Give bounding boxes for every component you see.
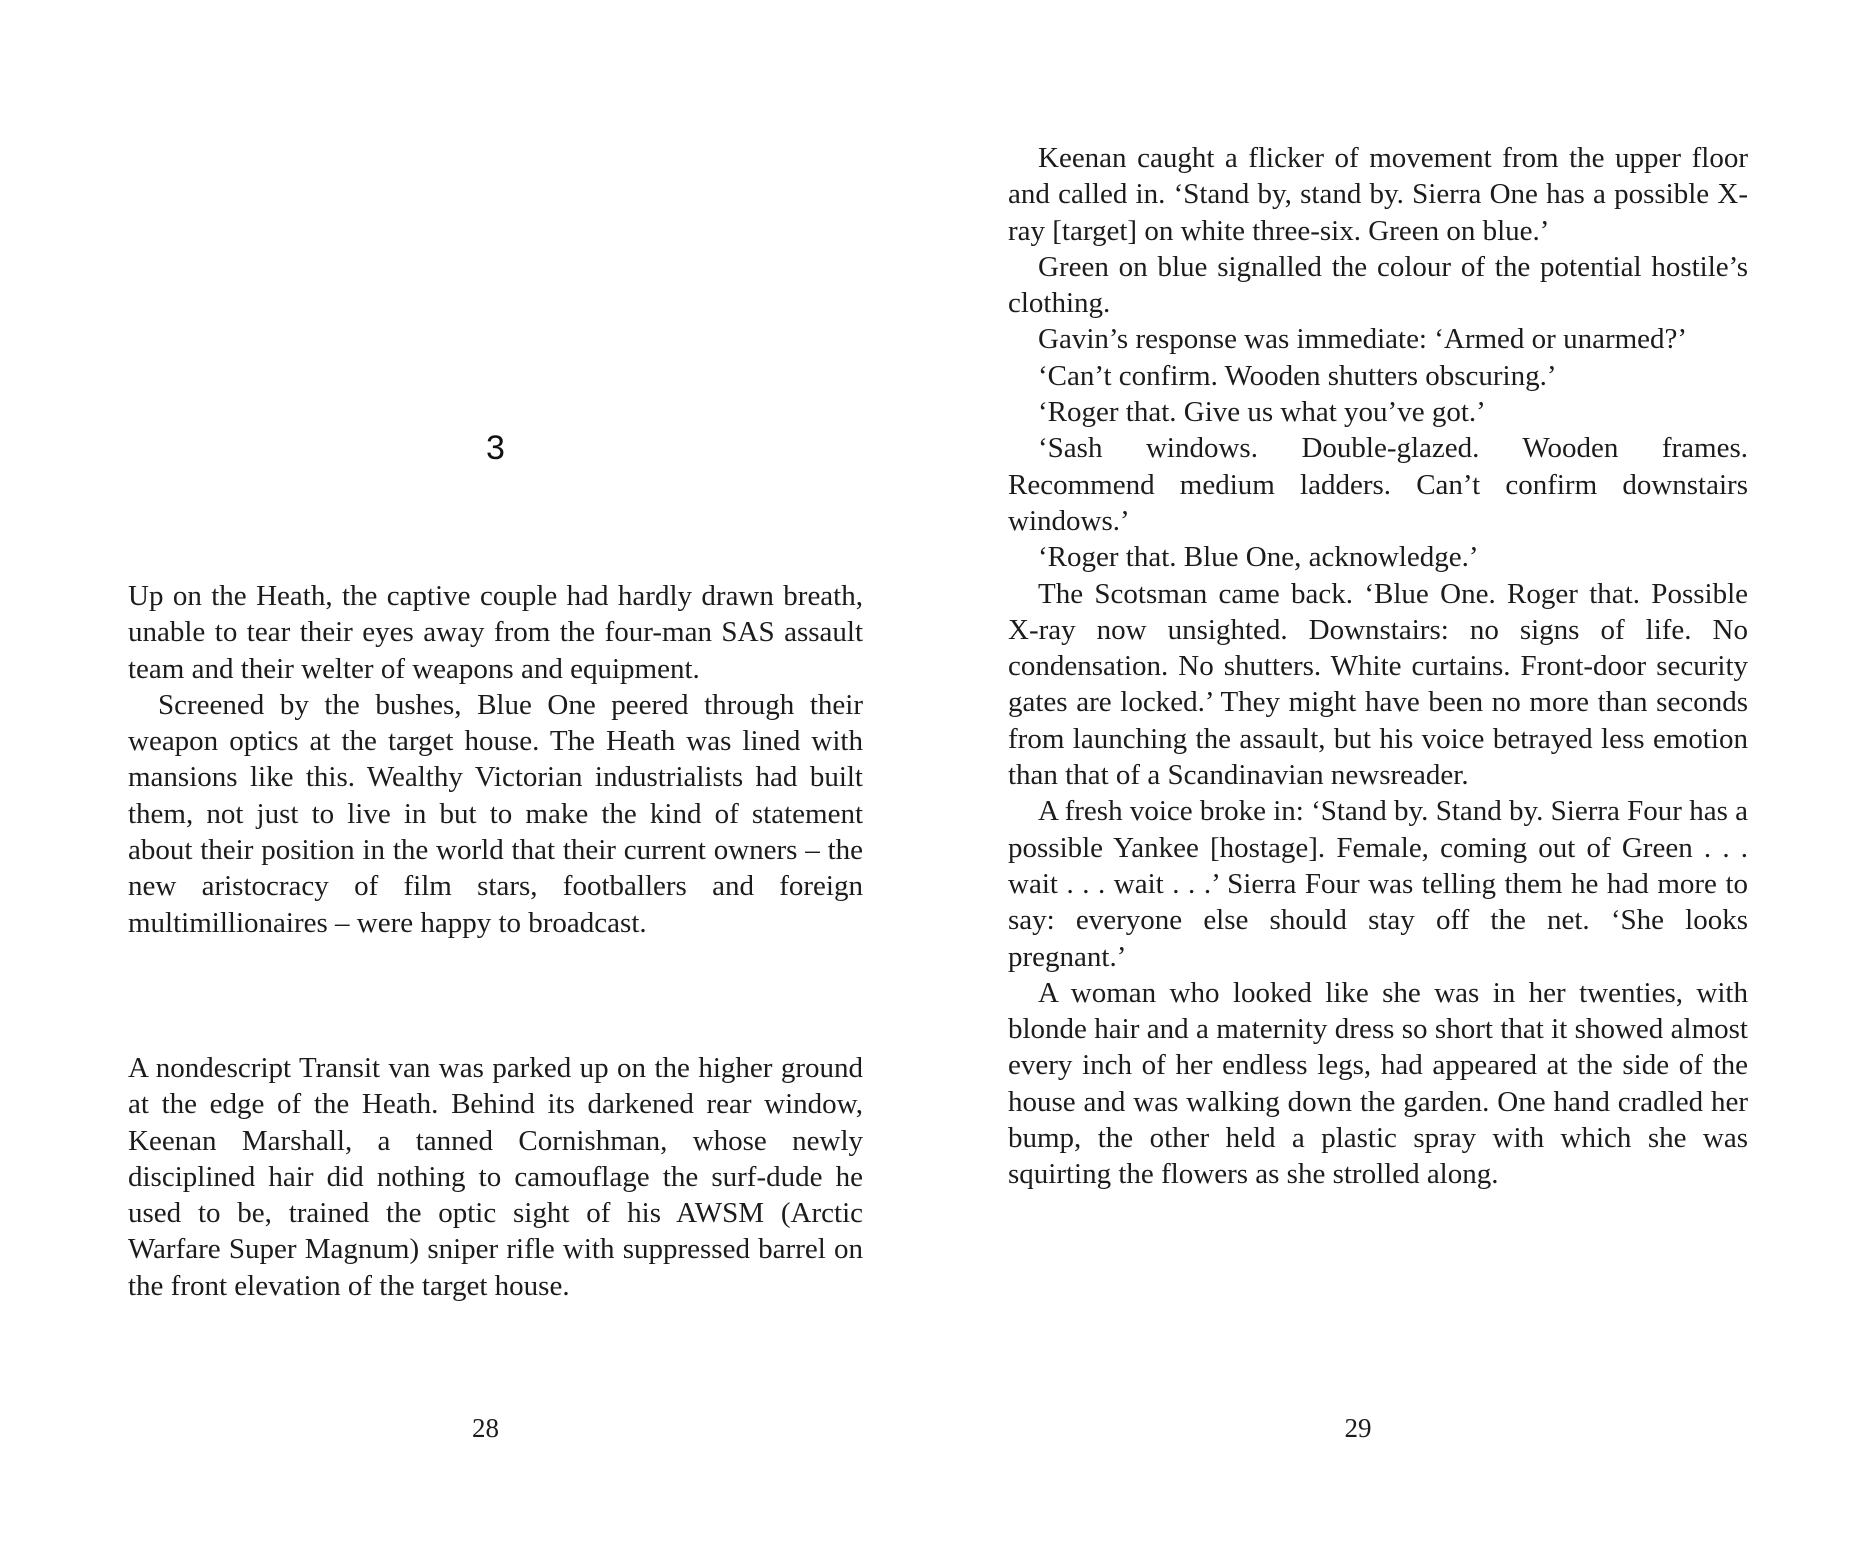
paragraph: Green on blue signalled the colour of the potential hostile’s clothing. (1008, 250, 1748, 320)
paragraph: Keenan caught a flicker of movement from the upper floor and called in. ‘Stand by, stand by. Sierra One has a possible X-ray [target] on white three-six. Green on blue.’ (1008, 142, 1748, 247)
paragraph: ‘Can’t confirm. Wooden shutters obscuring.’ (1038, 359, 1557, 392)
paragraph: ‘Roger that. Blue One, acknowledge.’ (1038, 541, 1479, 574)
chapter-number: 3 (486, 429, 505, 467)
paragraph: A nondescript Transit van was parked up on the higher ground at the edge of the Heath. Behind its darkened rear window, Keenan Marshall, a tanned Cornishman, whose newly disciplined hair did nothing to camouflage the surf-dude he used to be, trained the optic sight of his AWSM (Arctic Warfare Super Magnum) sniper rifle with suppressed barrel on the front elevation of the target house. (128, 1052, 863, 1302)
paragraph: A fresh voice broke in: ‘Stand by. Stand by. Sierra Four has a possible Yankee [hostage]. Female, coming out of Green . . . wait . . . wait . . .’ Sierra Four was telling them he had more to say: everyone else should stay off the net. ‘She looks pregnant.’ (1008, 795, 1748, 973)
page-number-left: 28 (472, 1413, 499, 1443)
paragraph: Gavin’s response was immediate: ‘Armed or unarmed?’ (1038, 323, 1688, 356)
paragraph: ‘Roger that. Give us what you’ve got.’ (1038, 396, 1486, 429)
page-number-right: 29 (1344, 1413, 1372, 1443)
left-section-1 (128, 578, 863, 941)
paragraph: The Scotsman came back. ‘Blue One. Roger that. Possible X-ray now unsighted. Downstairs: no signs of life. No condensation. No shutters. White curtains. Front-door security gates are locked.’ They might have been no more than seconds from launching the assault, but his voice betrayed less emotion than that of a Scandinavian newsreader. (1008, 577, 1748, 792)
paragraph: A woman who looked like she was in her twenties, with blonde hair and a maternity dress so short that it showed almost every inch of her endless legs, had appeared at the side of the house and was walking down the garden. One hand cradled her bump, the other held a plastic spray with which she was squirting the flowers as she strolled along. (1008, 976, 1748, 1191)
right-text (1008, 140, 1748, 1193)
left-section-2 (128, 1050, 863, 1304)
paragraph: Up on the Heath, the captive couple had hardly drawn breath, unable to tear their eyes away from the four-man SAS assault team and their welter of weapons and equipment. (128, 580, 863, 685)
paragraph: Screened by the bushes, Blue One peered through their weapon optics at the target house. The Heath was lined with mansions like this. Wealthy Victorian industrialists had built them, not just to live in but to make the kind of statement about their position in the world that their current owners – the new aristocracy of film stars, footballers and foreign multimillionaires – were happy to broadcast. (128, 688, 863, 939)
paragraph: ‘Sash windows. Double-glazed. Wooden frames. Recommend medium ladders. Can’t confirm downstairs windows.’ (1008, 432, 1748, 537)
